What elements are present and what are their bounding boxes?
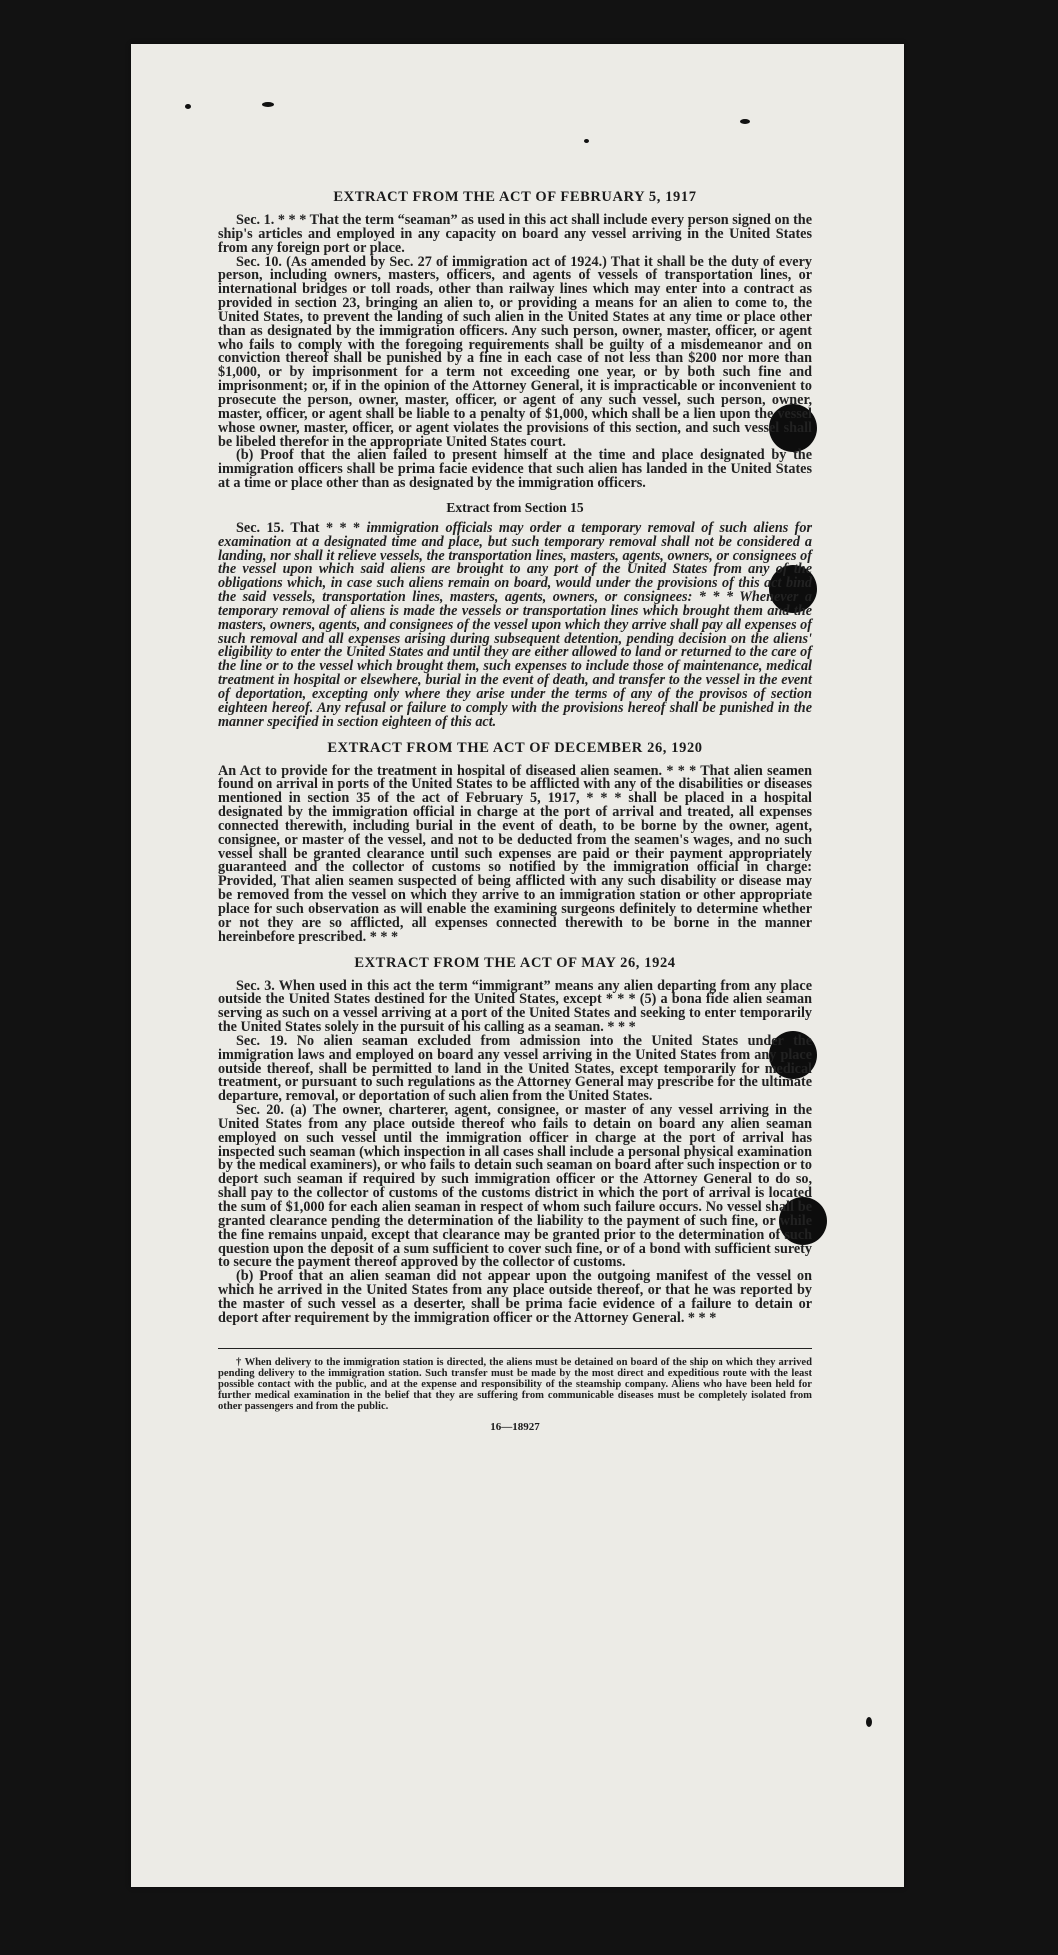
footnote-divider: [218, 1348, 812, 1349]
section-heading: EXTRACT FROM THE ACT OF MAY 26, 1924: [354, 954, 676, 971]
speck: [866, 1717, 872, 1727]
paragraph: Sec. 19. No alien seaman excluded from admission into the United States under the immigration laws and employed on board any vessel arriving in the United States from any place outside thereof, shall be permitted to land in the United States, except temporarily for medical treatment, or pursuant to such regulations as the Attorney General may prescribe for the ultimate departure, removal, or deportation of such alien from the United States.: [218, 1032, 812, 1105]
paragraph: An Act to provide for the treatment in hospital of diseased alien seamen. * * * That alien seamen found on arrival in ports of the United States to be afflicted with any of the disabilities or diseases mentioned in section 35 of the act of February 5, 1917, * * * shall be placed in a hospital designated by the immigration official in charge at the port of arrival and treated, all expenses connected therewith, including burial in the event of death, to be borne by the owner, agent, consignee, or master of the vessel, and not to be deducted from the seamen's wages, and no such vessel shall be granted clearance until such expenses are paid or their payment appropriately guaranteed and the collector of customs so notified by the immigration official in charge: Provided, That alien seamen suspected of being afflicted with any such disability or disease may be removed from the vessel on which they arrive to an immigration station or other appropriate place for such observation as will enable the examining surgeons definitely to determine whether or not they are so afflicted, all expenses connected therewith to be borne in the manner hereinbefore prescribed. * * *: [218, 762, 812, 945]
paragraph: (b) Proof that an alien seaman did not appear upon the outgoing manifest of the vessel on which he arrived in the United States from any place outside thereof, or that he was reported by the master of such vessel as a deserter, shall be prima facie evidence of a failure to detain or deport after requirement by the immigration officer or the Attorney General. * * *: [218, 1268, 812, 1326]
speck: [740, 119, 750, 124]
footnote: † When delivery to the immigration station is directed, the aliens must be detained on board of the ship on which they arrived pending delivery to the immigration station. Such transfer must be made by the most direct and expeditious route with the least possible contact with the public, and at the expense and responsibility of the steamship company. Aliens who have been held for further medical examination in the belief that they are suffering from communicable diseases must be completely isolated from other passengers and from the public.: [218, 1356, 812, 1413]
speck: [262, 102, 274, 107]
paragraph: Sec. 1. * * * That the term “seaman” as used in this act shall include every person signed on the ship's articles and employed in any capacity on board any vessel arriving in the United States from any foreign port or place.: [218, 212, 812, 256]
paragraph: [218, 519, 812, 730]
paragraph: Sec. 3. When used in this act the term “immigrant” means any alien departing from any place outside the United States destined for the United States, except * * * (5) a bona fide alien seaman serving as such on a vessel arriving at a port of the United States and seeking to enter temporarily the United States solely in the pursuit of his calling as a seaman. * * *: [218, 977, 812, 1036]
section-heading: EXTRACT FROM THE ACT OF FEBRUARY 5, 1917: [333, 189, 697, 205]
paragraph: (b) Proof that the alien failed to present himself at the time and place designated by the immigration officers shall be prima facie evidence that such alien has landed in the United States at a time or place other than as designated by the immigration officers.: [218, 447, 812, 492]
speck: [584, 139, 589, 143]
section-heading: EXTRACT FROM THE ACT OF DECEMBER 26, 1920: [327, 739, 703, 756]
paragraph: Sec. 20. (a) The owner, charterer, agent, consignee, or master of any vessel arriving in the United States from any place outside thereof who fails to detain on board any alien seaman employed on such vessel until the immigration officer in charge at the port of arrival has inspected such seaman (which inspection in all cases shall include a personal physical examination by the medical examiners), or who fails to detain such seaman on board after such inspection or to deport such seaman if required by such immigration officer or the Attorney General to do so, shall pay to the collector of customs of the customs district in which the port of arrival is located the sum of $1,000 for each alien seaman in respect of whom such failure occurs. No vessel shall be granted clearance pending the determination of the liability to the payment of such fine, or while the fine remains unpaid, except that clearance may be granted prior to the determination of such question upon the deposit of a sum sufficient to cover such fine, or of a bond with sufficient surety to secure the payment thereof approved by the collector of customs.: [218, 1102, 812, 1271]
italic-text: immigration officials may order a temporary removal of such aliens for examination at a designated time and place, but such temporary removal shall not be considered a landing, nor shall it relieve vessels, the transportation lines, masters, agents, owners, or consignees of the vessel upon which said aliens are brought to any port of the United States from any of the obligations which, in case such aliens remain on board, would under the provisions of this act bind the said vessels, transportation lines, masters, agents, owners, or consignees: * * * Whenever a temporary removal of aliens is made the vessels or transportation lines which brought them and the masters, owners, agents, and consignees of the vessel upon which they arrive shall pay all expenses of such removal and all expenses arising during subsequent detention, pending decision on the aliens' eligibility to enter the United States and until they are either allowed to land or returned to the care of the line or to the vessel which brought them, such expenses to include those of maintenance, medical treatment in hospital or elsewhere, burial in the event of death, and transfer to the vessel in the event of deportation, excepting only where they arise under the terms of any of the provisos of section eighteen hereof. Any refusal or failure to comply with the provisions hereof shall be punished in the manner specified in section eighteen of this act.: [218, 519, 812, 730]
text-column: [218, 188, 812, 1433]
paragraph: Sec. 10. (As amended by Sec. 27 of immigration act of 1924.) That it shall be the duty of every person, including owners, masters, officers, and agents of vessels of transportation lines, or international bridges or toll roads, other than railway lines which may enter into a contract as provided in section 23, bringing an alien to, or providing a means for an alien to come to, the United States, to prevent the landing of such alien in the United States at any time or place other than as designated by the immigration officers. Any such person, owner, master, officer, or agent who fails to comply with the foregoing requirements shall be guilty of a misdemeanor and on conviction thereof shall be punished by a fine in each case of not less than $200 nor more than $1,000, or by imprisonment for a term not exceeding one year, or by both such fine and imprisonment; or, if in the opinion of the Attorney General, it is impracticable or inconvenient to prosecute the person, owner, master, officer, or agent of any such vessel, such person, owner, master, officer, or agent shall be liable to a penalty of $1,000, which shall be a lien upon the vessel whose owner, master, officer, or agent violates the provisions of this section, and such vessel shall be libeled therefor in the appropriate United States court.: [218, 253, 812, 450]
form-number: 16—18927: [490, 1420, 540, 1433]
speck: [185, 104, 191, 109]
paragraph-lead: Sec. 15. That * * *: [236, 519, 361, 536]
section-subheading: Extract from Section 15: [446, 499, 584, 515]
